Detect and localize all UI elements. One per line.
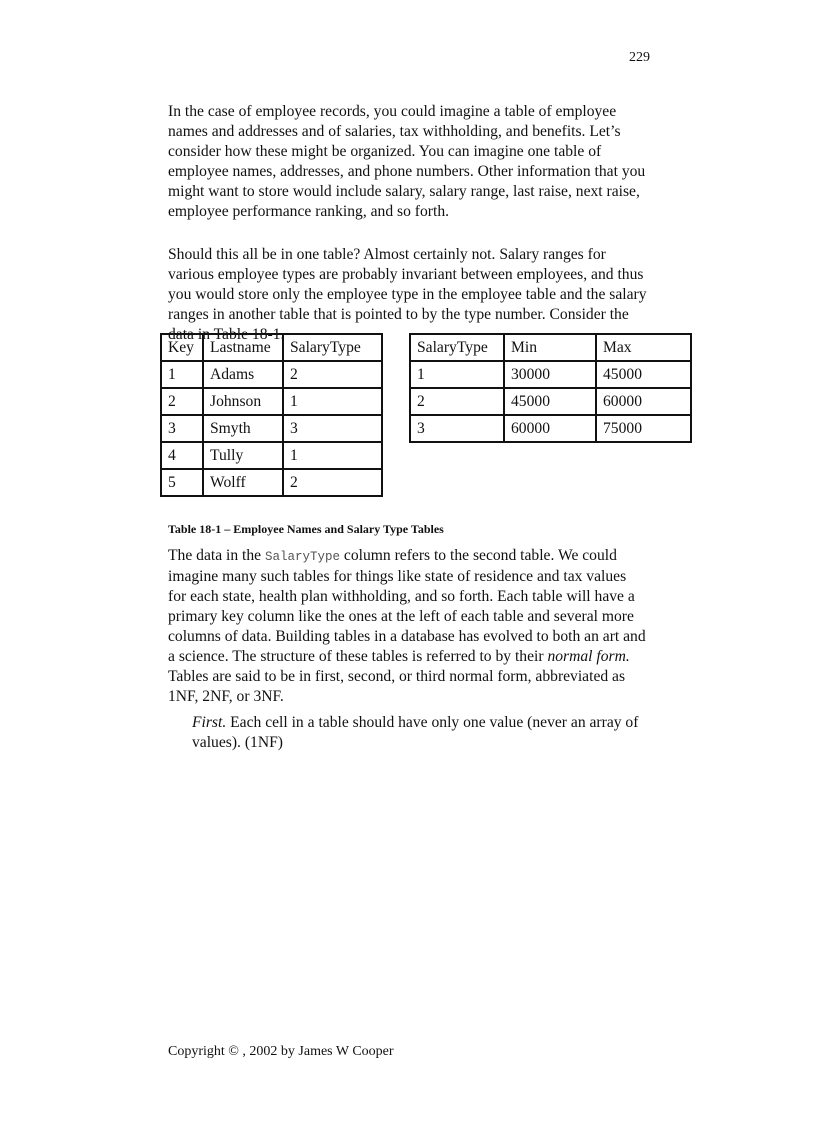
table-cell: 75000 (596, 415, 691, 442)
table-header-cell: SalaryType (410, 334, 504, 361)
table-row (410, 361, 691, 388)
table-cell: Adams (203, 361, 283, 388)
table-header-row (410, 334, 691, 361)
table-row (410, 415, 691, 442)
paragraph-normal-form (168, 546, 648, 707)
table-cell: 60000 (596, 388, 691, 415)
paragraph-one-table: Should this all be in one table? Almost certainly not. Salary ranges for various employee types are probably invariant between employees, and thus you would store only the employee type in the employee table and the salary ranges in another table that is pointed to by the type number. Consider the data in Table 18-1. (168, 246, 647, 343)
table-cell: 3 (283, 415, 382, 442)
table-header-cell: SalaryType (283, 334, 382, 361)
table-cell: 1 (161, 361, 203, 388)
table-cell: 45000 (504, 388, 596, 415)
copyright-footer: Copyright © , 2002 by James W Cooper (168, 1044, 394, 1059)
table-cell: 1 (283, 442, 382, 469)
table-row (161, 415, 382, 442)
text-run: Tables are said to be in first, second, or third normal form, abbreviated as 1NF, 2NF, or 3NF. (168, 668, 626, 705)
table-row (161, 388, 382, 415)
table-cell: Johnson (203, 388, 283, 415)
paragraph-intro: In the case of employee records, you could imagine a table of employee names and addresses and of salaries, tax withholding, and benefits. Let’s consider how these might be organized. You can imagine one table of employee names, addresses, and phone numbers. Other information that you might want to store would include salary, salary range, last raise, next raise, employee performance ranking, and so forth. (168, 103, 646, 220)
table-cell: Smyth (203, 415, 283, 442)
table-cell: 3 (410, 415, 504, 442)
rule-text: Each cell in a table should have only one value (never an array of values). (1NF) (192, 714, 639, 751)
table-cell: 60000 (504, 415, 596, 442)
table-header-row (161, 334, 382, 361)
table-cell: 1 (410, 361, 504, 388)
table-row (161, 361, 382, 388)
table-cell: 45000 (596, 361, 691, 388)
table-cell: 3 (161, 415, 203, 442)
text-run: The data in the (168, 547, 265, 564)
text-run: column refers to the second table. We could imagine many such tables for things like state of residence and tax values for each state, health plan withholding, and so forth. Each table will have a primary key column like the ones at the left of each table and several more columns of data. Building tables in a database has evolved to both an art and a science. The structure of these tables is referred to by their (168, 547, 646, 665)
rule-label: First. (192, 714, 227, 731)
emphasis: normal form. (547, 648, 630, 665)
table-row (161, 442, 382, 469)
table-cell: 2 (410, 388, 504, 415)
table-header-cell: Key (161, 334, 203, 361)
salary-type-table (409, 333, 692, 443)
table-cell: 4 (161, 442, 203, 469)
table-cell: 2 (283, 361, 382, 388)
page-number: 229 (629, 50, 650, 65)
table-row (161, 469, 382, 496)
inline-code: SalaryType (265, 550, 341, 564)
table-header-cell: Lastname (203, 334, 283, 361)
table-cell: 2 (283, 469, 382, 496)
table-cell: Tully (203, 442, 283, 469)
table-cell: 30000 (504, 361, 596, 388)
table-cell: 5 (161, 469, 203, 496)
table-cell: Wolff (203, 469, 283, 496)
table-row (410, 388, 691, 415)
table-header-cell: Min (504, 334, 596, 361)
employee-table (160, 333, 383, 497)
table-cell: 1 (283, 388, 382, 415)
table-header-cell: Max (596, 334, 691, 361)
table-cell: 2 (161, 388, 203, 415)
rule-first-normal-form (192, 713, 648, 753)
table-caption: Table 18-1 – Employee Names and Salary Type Tables (168, 522, 444, 536)
